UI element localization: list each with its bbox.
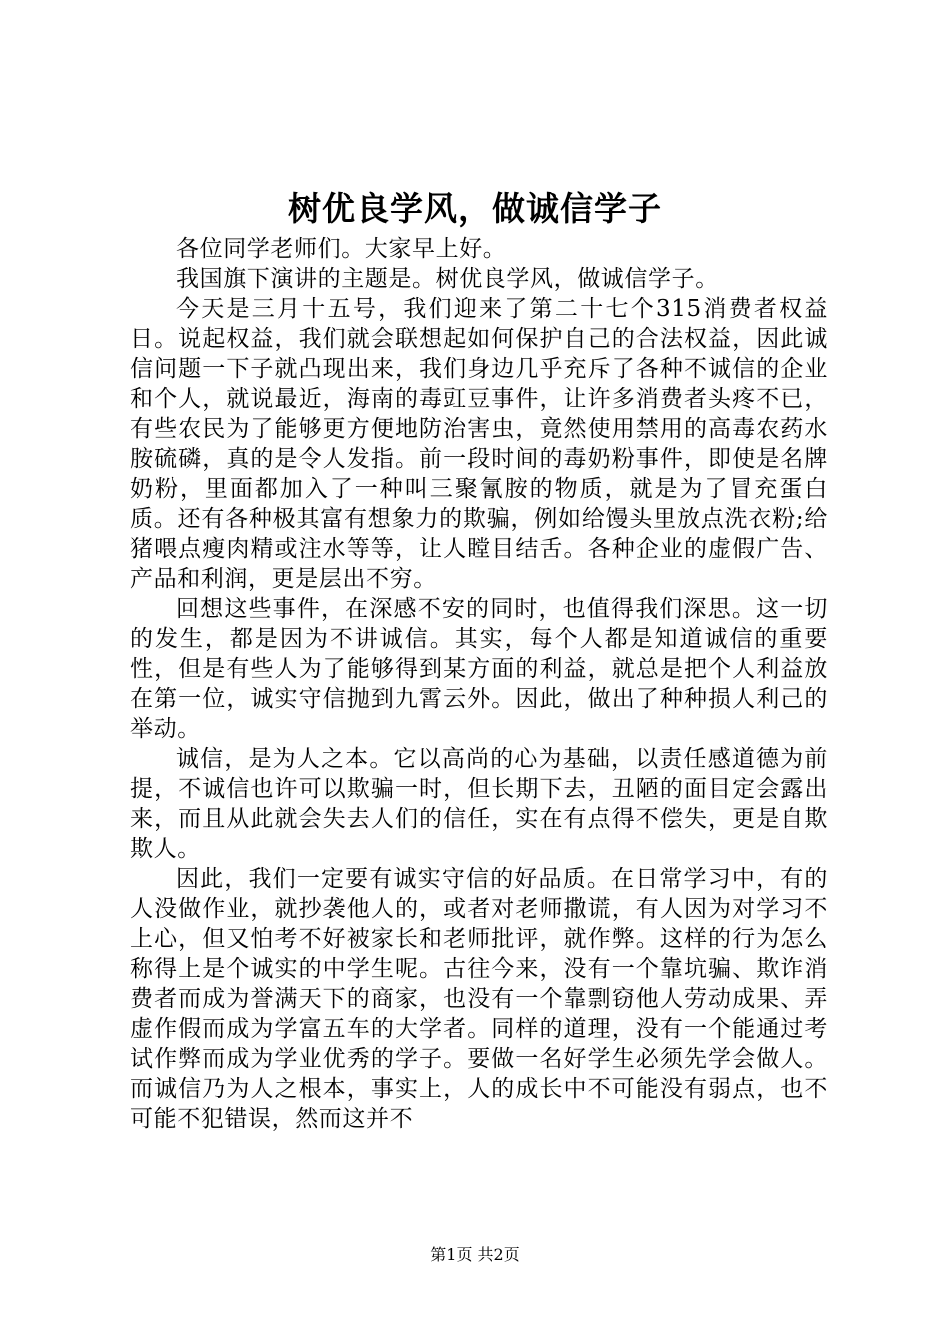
paragraph-consumer-rights: 今天是三月十五号，我们迎来了第二十七个315消费者权益日。说起权益，我们就会联想起如何保护自己的合法权益，因此诚信问题一下子就凸现出来，我们身边几乎充斥了各种不诚信的企业和个人，就说最近，海南的毒豇豆事件，让许多消费者头疼不已，有些农民为了能够更方便地防治害虫，竟然使用禁用的高毒农药水胺硫磷，真的是令人发指。前一段时间的毒奶粉事件，即使是名牌奶粉，里面都加入了一种叫三聚氰胺的物质，就是为了冒充蛋白质。还有各种极其富有想象力的欺骗，例如给馒头里放点洗衣粉;给猪喂点瘦肉精或注水等等，让人瞠目结舌。各种企业的虚假广告、产品和利润，更是层出不穷。 — [130, 296, 828, 592]
document-body — [130, 234, 828, 1134]
paragraph-greeting: 各位同学老师们。大家早上好。 — [176, 236, 507, 262]
paragraph-topic: 我国旗下演讲的主题是。树优良学风，做诚信学子。 — [176, 266, 719, 292]
paragraph-reflection: 回想这些事件，在深感不安的同时，也值得我们深思。这一切的发生，都是因为不讲诚信。其实，每个人都是知道诚信的重要性，但是有些人为了能够得到某方面的利益，就总是把个人利益放在第一位，诚实守信抛到九霄云外。因此，做出了种种损人利己的举动。 — [130, 596, 828, 742]
document-title: 树优良学风，做诚信学子 — [288, 189, 662, 228]
paragraph-integrity-basis: 诚信，是为人之本。它以高尚的心为基础，以责任感道德为前提，不诚信也许可以欺骗一时，但长期下去，丑陋的面目定会露出来，而且从此就会失去人们的信任，实在有点得不偿失，更是自欺欺人。 — [130, 746, 828, 862]
page-number-footer: 第1页 共2页 — [430, 1245, 520, 1264]
paragraph-student-integrity: 因此，我们一定要有诚实守信的好品质。在日常学习中，有的人没做作业，就抄袭他人的，或者对老师撒谎，有人因为对学习不上心，但又怕考不好被家长和老师批评，就作弊。这样的行为怎么称得上是个诚实的中学生呢。古往今来，没有一个靠坑骗、欺诈消费者而成为誉满天下的商家，也没有一个靠剽窃他人劳动成果、弄虚作假而成为学富五车的大学者。同样的道理，没有一个能通过考试作弊而成为学业优秀的学子。要做一名好学生必须先学会做人。而诚信乃为人之根本，事实上，人的成长中不可能没有弱点，也不可能不犯错误，然而这并不 — [130, 866, 828, 1132]
